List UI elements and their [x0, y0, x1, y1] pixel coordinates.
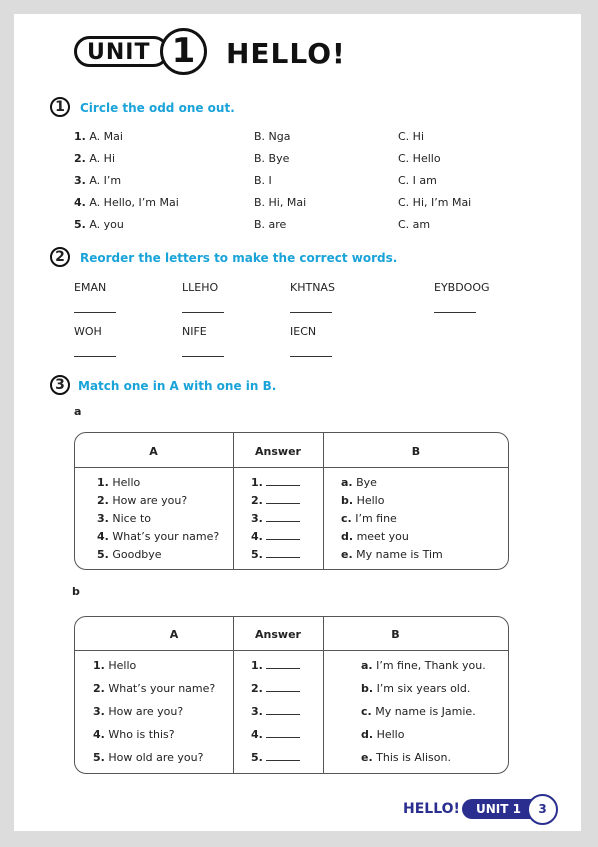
match-item-a — [93, 659, 136, 672]
match-item-a-number: 3. — [93, 705, 105, 718]
odd-one-out-option-a-number: 4. — [74, 196, 86, 209]
table-a-header-b: B — [411, 445, 421, 458]
worksheet-page — [14, 14, 581, 831]
match-item-a-text: Nice to — [112, 512, 151, 525]
match-item-b-text: This is Alison. — [376, 751, 451, 764]
match-item-a-number: 5. — [97, 548, 109, 561]
match-item-a-number: 1. — [97, 476, 109, 489]
footer-unit-badge: UNIT 1 — [462, 799, 542, 819]
answer-slot — [251, 728, 300, 741]
scrambled-word: NIFE — [182, 325, 207, 338]
odd-one-out-option-c: C. I am — [398, 174, 437, 187]
match-item-a — [97, 548, 162, 561]
match-item-a-text: How are you? — [108, 705, 184, 718]
match-item-b — [361, 705, 476, 718]
match-item-a-number: 4. — [97, 530, 109, 543]
match-item-b — [341, 494, 384, 507]
odd-one-out-option-a-text: A. Hello, I’m Mai — [89, 196, 179, 209]
match-item-b-number: e. — [361, 751, 373, 764]
part-b-label: b — [72, 585, 80, 598]
match-item-b — [341, 512, 397, 525]
match-item-b-text: I’m fine, Thank you. — [376, 659, 486, 672]
section-2-number: 2 — [50, 247, 70, 267]
section-1-title: Circle the odd one out. — [80, 101, 235, 115]
answer-blank — [266, 512, 300, 522]
answer-slot — [251, 548, 300, 561]
answer-blank — [74, 312, 116, 313]
match-item-b-text: I’m fine — [355, 512, 397, 525]
match-item-b — [341, 476, 377, 489]
match-item-b — [341, 530, 409, 543]
match-item-a-number: 1. — [93, 659, 105, 672]
match-item-a — [97, 494, 187, 507]
odd-one-out-option-a — [74, 174, 121, 187]
answer-blank — [266, 705, 300, 715]
odd-one-out-option-a-text: A. you — [89, 218, 124, 231]
answer-slot-number: 3. — [251, 512, 263, 525]
scrambled-word: IECN — [290, 325, 317, 338]
match-item-b-number: e. — [341, 548, 353, 561]
answer-slot — [251, 530, 300, 543]
match-item-a — [97, 512, 151, 525]
section-3-number: 3 — [50, 375, 70, 395]
answer-blank — [266, 530, 300, 540]
match-item-b-number: c. — [341, 512, 352, 525]
answer-slot — [251, 682, 300, 695]
answer-slot — [251, 494, 300, 507]
section-3-title: Match one in A with one in B. — [78, 379, 277, 393]
answer-slot-number: 1. — [251, 476, 263, 489]
match-item-a-text: Goodbye — [112, 548, 162, 561]
answer-blank — [266, 476, 300, 486]
answer-slot — [251, 659, 300, 672]
match-item-a — [93, 705, 183, 718]
match-item-a-text: Hello — [112, 476, 141, 489]
odd-one-out-option-b: B. Hi, Mai — [254, 196, 307, 209]
match-item-b — [361, 659, 486, 672]
answer-blank — [266, 682, 300, 692]
answer-blank — [290, 312, 332, 313]
section-2-title: Reorder the letters to make the correct words. — [80, 251, 398, 265]
match-item-b-number: b. — [361, 682, 374, 695]
odd-one-out-option-a-number: 1. — [74, 130, 86, 143]
match-item-a — [93, 751, 203, 764]
footer-title: HELLO! — [403, 801, 460, 817]
match-item-b-text: I’m six years old. — [376, 682, 471, 695]
odd-one-out-option-c: C. am — [398, 218, 431, 231]
answer-blank — [266, 751, 300, 761]
odd-one-out-option-c: C. Hello — [398, 152, 441, 165]
answer-slot-number: 1. — [251, 659, 263, 672]
odd-one-out-option-a-number: 3. — [74, 174, 86, 187]
answer-slot-number: 3. — [251, 705, 263, 718]
answer-blank — [266, 659, 300, 669]
match-item-a-text: How old are you? — [108, 751, 204, 764]
match-item-a-text: What’s your name? — [112, 530, 220, 543]
unit-number: 1 — [160, 28, 207, 75]
answer-blank — [266, 494, 300, 504]
odd-one-out-option-c: C. Hi — [398, 130, 425, 143]
match-item-a-text: Who is this? — [108, 728, 175, 741]
section-1-number: 1 — [50, 97, 70, 117]
odd-one-out-option-a — [74, 130, 123, 143]
odd-one-out-option-b: B. Nga — [254, 130, 291, 143]
answer-slot — [251, 512, 300, 525]
match-item-a-text: How are you? — [112, 494, 188, 507]
match-item-b-text: Hello — [356, 494, 385, 507]
match-item-a-text: Hello — [108, 659, 137, 672]
odd-one-out-option-a — [74, 196, 179, 209]
table-b-header-answer: Answer — [255, 628, 301, 641]
match-item-b — [361, 728, 404, 741]
odd-one-out-option-b: B. Bye — [254, 152, 290, 165]
odd-one-out-option-a-text: A. Mai — [89, 130, 123, 143]
match-item-a — [93, 682, 215, 695]
match-item-a-text: What’s your name? — [108, 682, 216, 695]
odd-one-out-option-a — [74, 152, 115, 165]
scrambled-word: EYBDOOG — [434, 281, 490, 294]
unit-label: UNIT — [87, 40, 151, 65]
match-item-b-text: My name is Jamie. — [375, 705, 476, 718]
answer-blank — [74, 356, 116, 357]
odd-one-out-option-a-number: 5. — [74, 218, 86, 231]
match-item-b-number: b. — [341, 494, 354, 507]
match-item-a-number: 5. — [93, 751, 105, 764]
answer-blank — [182, 356, 224, 357]
match-item-b-number: a. — [361, 659, 373, 672]
answer-slot-number: 4. — [251, 530, 263, 543]
answer-slot-number: 5. — [251, 548, 263, 561]
table-b-header-b: B — [391, 628, 400, 641]
match-item-a-number: 2. — [93, 682, 105, 695]
match-item-a-number: 3. — [97, 512, 109, 525]
odd-one-out-option-b: B. I — [254, 174, 272, 187]
part-a-label: a — [74, 405, 82, 418]
match-item-b-text: Bye — [356, 476, 377, 489]
match-item-b-text: meet you — [356, 530, 409, 543]
answer-blank — [434, 312, 476, 313]
match-item-b-number: c. — [361, 705, 372, 718]
answer-slot — [251, 751, 300, 764]
table-a-header-rule — [74, 467, 509, 468]
page-number: 3 — [527, 794, 558, 825]
table-b-header-a: A — [169, 628, 179, 641]
odd-one-out-option-a-text: A. Hi — [89, 152, 115, 165]
match-item-b-number: d. — [361, 728, 374, 741]
match-item-b — [361, 682, 470, 695]
table-a-header-a: A — [149, 445, 158, 458]
match-item-a-number: 2. — [97, 494, 109, 507]
page-title: HELLO! — [226, 37, 346, 70]
match-item-a — [97, 530, 219, 543]
answer-slot-number: 4. — [251, 728, 263, 741]
odd-one-out-option-c: C. Hi, I’m Mai — [398, 196, 472, 209]
scrambled-word: EMAN — [74, 281, 107, 294]
answer-slot-number: 2. — [251, 682, 263, 695]
match-item-b — [341, 548, 443, 561]
match-item-a-number: 4. — [93, 728, 105, 741]
scrambled-word: WOH — [74, 325, 102, 338]
match-item-b-number: a. — [341, 476, 353, 489]
answer-slot-number: 2. — [251, 494, 263, 507]
answer-blank — [182, 312, 224, 313]
scrambled-word: KHTNAS — [290, 281, 335, 294]
answer-blank — [290, 356, 332, 357]
match-item-a — [97, 476, 140, 489]
odd-one-out-option-a-text: A. I’m — [89, 174, 122, 187]
scrambled-word: LLEHO — [182, 281, 219, 294]
match-item-a — [93, 728, 175, 741]
odd-one-out-option-a — [74, 218, 124, 231]
answer-blank — [266, 548, 300, 558]
odd-one-out-option-b: B. are — [254, 218, 287, 231]
answer-slot — [251, 705, 300, 718]
match-item-b-number: d. — [341, 530, 354, 543]
answer-blank — [266, 728, 300, 738]
match-item-b-text: Hello — [376, 728, 405, 741]
table-a-header-answer: Answer — [255, 445, 301, 458]
match-item-b-text: My name is Tim — [356, 548, 443, 561]
odd-one-out-option-a-number: 2. — [74, 152, 86, 165]
answer-slot-number: 5. — [251, 751, 263, 764]
answer-slot — [251, 476, 300, 489]
table-b-header-rule — [74, 650, 509, 651]
match-item-b — [361, 751, 451, 764]
